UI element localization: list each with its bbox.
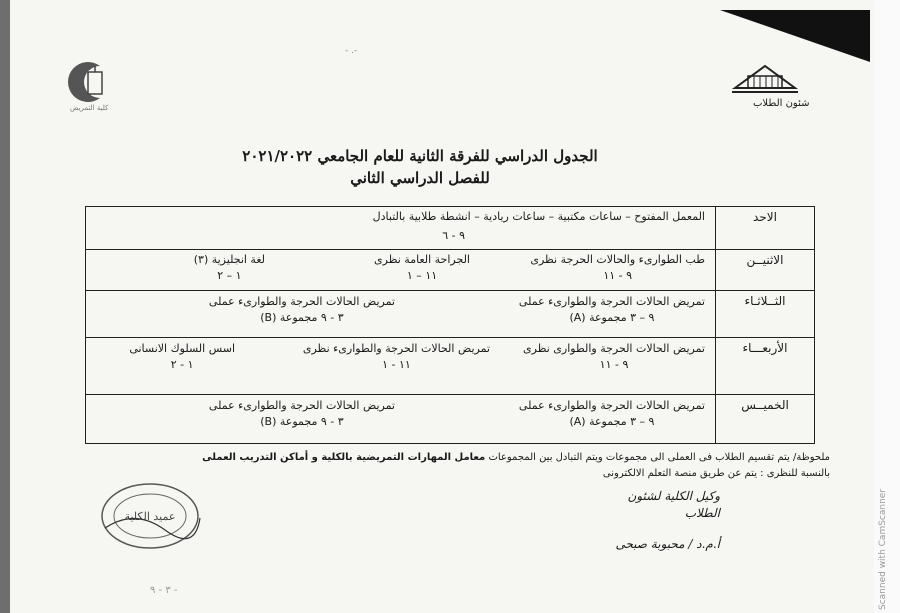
day-cell: الأربعـــاء — [716, 338, 815, 395]
table-row — [86, 207, 815, 250]
session-title: طب الطوارىء والحالات الحرجة نظرى — [530, 253, 705, 266]
session-title: الجراحة العامة نظرى — [374, 253, 470, 266]
session-time: ٩ – ٣ مجموعة (A) — [569, 415, 655, 428]
title-line-1: الجدول الدراسي للفرقة الثانية للعام الجامعي ٢٠٢١/٢٠٢٢ — [242, 147, 598, 165]
session-time: ١ – ٢ — [217, 269, 242, 282]
faculty-logo — [62, 58, 120, 106]
session-entry — [209, 399, 395, 428]
day-cell: الخميــس — [716, 395, 815, 444]
page-title — [200, 145, 640, 189]
session-time: ١١ - ١ — [382, 358, 411, 371]
signatory-name: أ.م.د / محبوبة صبحى — [615, 537, 720, 551]
title-line-2: للفصل الدراسي الثاني — [350, 169, 490, 187]
sessions-cell — [86, 291, 716, 338]
table-row — [86, 395, 815, 444]
scanner-watermark: Scanned with CamScanner — [878, 488, 888, 610]
signature-block — [600, 488, 720, 553]
day-cell: الاثنيــن — [716, 250, 815, 291]
session-entry — [303, 342, 490, 371]
schedule-table — [85, 206, 815, 444]
table-row — [86, 338, 815, 395]
corner-triangle-decoration — [720, 10, 870, 62]
day-cell: الاحد — [716, 207, 815, 250]
session-time: ٣ - ٩ مجموعة (B) — [260, 311, 344, 324]
right-logo-caption: شئون الطلاب — [753, 98, 810, 109]
session-entry — [523, 342, 705, 371]
day-cell: الثــلاثـاء — [716, 291, 815, 338]
session-title: تمريض الحالات الحرجة والطوارىء نظرى — [302, 342, 490, 355]
session-entry — [519, 295, 705, 324]
session-entry — [129, 342, 235, 371]
session-title: تمريض الحالات الحرجة والطوارىء عملى — [518, 399, 705, 412]
note-bold-text: معامل المهارات التمريضية بالكلية و أماكن التدريب العملى — [202, 452, 486, 463]
note-line-2: بالنسبة للنظرى : يتم عن طريق منصة التعلم الالكترونى — [602, 468, 830, 479]
official-seal-stamp — [95, 478, 205, 553]
left-logo-caption: كلية التمريض — [70, 104, 109, 112]
sessions-cell — [86, 207, 716, 250]
session-entry — [530, 253, 705, 282]
session-title: تمريض الحالات الحرجة والطوارىء عملى — [208, 399, 395, 412]
sessions-cell — [86, 250, 716, 291]
sessions-cell — [86, 395, 716, 444]
session-time: ١١ – ١ — [406, 269, 438, 282]
session-time: ٣ - ٩ مجموعة (B) — [260, 415, 344, 428]
university-logo — [730, 58, 800, 96]
session-title: تمريض الحالات الحرجة والطوارىء عملى — [518, 295, 705, 308]
table-row — [86, 291, 815, 338]
session-time: ٩ - ١١ — [603, 269, 633, 282]
session-entry — [519, 399, 705, 428]
session-title: اسس السلوك الانسانى — [129, 342, 235, 355]
session-time: ٩ – ٣ مجموعة (A) — [569, 311, 655, 324]
signature-scribble — [600, 522, 720, 536]
session-entry — [209, 295, 395, 324]
session-title: تمريض الحالات الحرجة والطوارى نظرى — [523, 342, 705, 355]
sunday-time: ٩ - ٦ — [442, 229, 465, 242]
signatory-role: وكيل الكلية لشئون الطلاب — [627, 489, 720, 520]
session-title: لغة انجليزية (٣) — [193, 253, 265, 266]
sessions-cell — [86, 338, 716, 395]
session-time: ٩ - ١١ — [599, 358, 629, 371]
footer-mark: ٣ - ٩ - — [150, 585, 178, 596]
session-time: ١ - ٢ — [170, 358, 194, 371]
session-entry — [374, 253, 470, 282]
seal-text: عميد الكلية — [124, 510, 176, 523]
table-row — [86, 250, 815, 291]
session-entry — [194, 253, 265, 282]
note-text: ملحوظة/ يتم تقسيم الطلاب فى العملى الى مجموعات ويتم التبادل بين المجموعات — [488, 452, 830, 463]
session-title: تمريض الحالات الحرجة والطوارىء عملى — [208, 295, 395, 308]
note-line-1 — [60, 450, 830, 466]
sunday-activities: المعمل المفتوح – ساعات مكتبية – ساعات ريادية – انشطة طلابية بالتبادل — [372, 210, 705, 223]
scan-mark: - .- — [345, 46, 358, 56]
